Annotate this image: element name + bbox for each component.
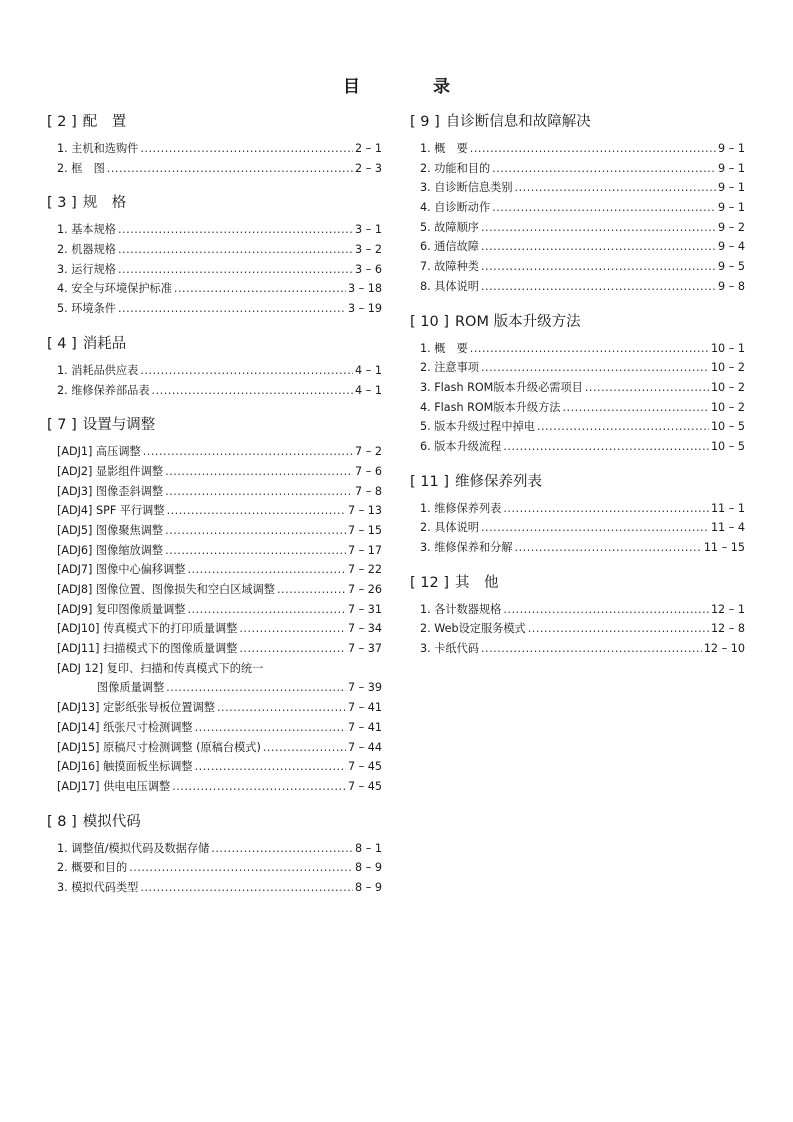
- entry-label: 4. 安全与环境保护标准: [57, 282, 172, 296]
- entry-page-number: 7 – 13: [347, 504, 382, 518]
- entry-label: 3. 模拟代码类型: [57, 880, 139, 894]
- section-title: 设置与调整: [82, 417, 156, 434]
- dot-leader: [503, 437, 709, 457]
- entry-label: [ADJ4] SPF 平行调整: [57, 504, 165, 518]
- toc-entry[interactable]: [47, 718, 382, 738]
- toc-entry[interactable]: [47, 541, 382, 561]
- entry-page-number: 7 – 17: [347, 543, 382, 557]
- entry-label: 3. Flash ROM版本升级必需项目: [420, 380, 583, 394]
- dot-leader: [195, 718, 346, 738]
- toc-entry[interactable]: [410, 237, 745, 257]
- toc-entry[interactable]: [47, 442, 382, 462]
- dot-leader: [481, 518, 709, 538]
- entry-page-number: 8 – 1: [355, 841, 382, 855]
- dot-leader: [187, 560, 345, 580]
- dot-leader: [172, 777, 346, 797]
- section-title: 规 格: [82, 195, 127, 212]
- entry-label: 4. Flash ROM版本升级方法: [420, 400, 561, 414]
- toc-entry[interactable]: [47, 639, 382, 659]
- dot-leader: [165, 482, 353, 502]
- toc-entry[interactable]: [47, 220, 382, 240]
- toc-entry[interactable]: [410, 538, 745, 558]
- entry-label: 1. 概 要: [420, 142, 468, 155]
- entry-label: 3. 自诊断信息类别: [420, 181, 513, 195]
- entry-label: 5. 版本升级过程中掉电: [420, 420, 535, 434]
- toc-entry[interactable]: [47, 139, 382, 159]
- dot-leader: [470, 139, 716, 159]
- dot-leader: [118, 220, 353, 240]
- dot-leader: [165, 541, 346, 561]
- toc-entry[interactable]: [47, 757, 382, 777]
- dot-leader: [481, 358, 709, 378]
- dot-leader: [481, 257, 716, 277]
- entry-page-number: 3 – 6: [355, 262, 382, 276]
- dot-leader: [481, 218, 716, 238]
- dot-leader: [143, 442, 353, 462]
- entry-label: 1. 主机和选购件: [57, 142, 139, 155]
- entry-label: [ADJ11] 扫描模式下的图像质量调整: [57, 642, 238, 656]
- dot-leader: [211, 839, 353, 859]
- dot-leader: [118, 240, 353, 260]
- entry-page-number: 10 – 2: [710, 380, 745, 394]
- entry-label: [ADJ8] 图像位置、图像损失和空白区域调整: [57, 583, 275, 596]
- entry-label: 6. 通信故障: [420, 240, 479, 254]
- entry-label: 2. 功能和目的: [420, 161, 491, 175]
- entry-page-number: 7 – 39: [347, 681, 382, 695]
- dot-leader: [239, 639, 346, 659]
- entry-page-number: 3 – 19: [347, 302, 382, 316]
- toc-entry[interactable]: [410, 619, 745, 639]
- dot-leader: [481, 639, 702, 659]
- toc-entry[interactable]: [410, 218, 745, 238]
- toc-entry[interactable]: [410, 257, 745, 277]
- entry-label: [ADJ15] 原稿尺寸检测调整 (原稿台模式): [57, 740, 261, 754]
- entry-page-number: 7 – 8: [355, 484, 382, 498]
- dot-leader: [107, 159, 353, 179]
- toc-entry[interactable]: [410, 518, 745, 538]
- entry-page-number: 7 – 45: [347, 760, 382, 774]
- entry-page-number: 7 – 22: [347, 563, 382, 577]
- entry-label: 8. 具体说明: [420, 279, 479, 293]
- entry-page-number: 4 – 1: [355, 383, 382, 397]
- dot-leader: [165, 521, 346, 541]
- entry-label: [ADJ6] 图像缩放调整: [57, 543, 164, 557]
- section-title: ROM 版本升级方法: [454, 313, 581, 330]
- toc-entry[interactable]: [47, 619, 382, 639]
- entry-page-number: 2 – 1: [355, 142, 382, 155]
- toc-entry[interactable]: [410, 339, 745, 359]
- toc-entry[interactable]: [47, 462, 382, 482]
- dot-leader: [277, 580, 346, 600]
- dot-leader: [118, 260, 353, 280]
- entry-page-number: 8 – 9: [355, 880, 382, 894]
- toc-entry[interactable]: [47, 698, 382, 718]
- toc-section: [410, 312, 745, 457]
- section-number: [ 3 ]: [47, 195, 77, 212]
- dot-leader: [515, 538, 702, 558]
- entry-page-number: 9 – 1: [718, 181, 745, 195]
- section-heading[interactable]: [47, 334, 382, 355]
- section-number: [ 4 ]: [47, 335, 77, 352]
- entry-page-number: 7 – 34: [347, 622, 382, 636]
- dot-leader: [481, 237, 716, 257]
- dot-leader: [528, 619, 709, 639]
- entry-page-number: 10 – 5: [710, 439, 745, 453]
- entry-page-number: 12 – 10: [703, 642, 745, 656]
- toc-entry-line[interactable]: [47, 659, 382, 679]
- dot-leader: [585, 378, 709, 398]
- entry-label: 2. 注意事项: [420, 361, 479, 375]
- toc-entry[interactable]: [410, 499, 745, 519]
- toc-entry[interactable]: [410, 600, 745, 620]
- entry-page-number: 3 – 18: [347, 282, 382, 296]
- entry-page-number: 9 – 1: [718, 201, 745, 215]
- entry-label: 5. 环境条件: [57, 302, 116, 316]
- entry-label: 2. 机器规格: [57, 243, 116, 257]
- page-title: 目 录: [343, 77, 478, 97]
- dot-leader: [187, 600, 345, 620]
- entry-label: 3. 维修保养和分解: [420, 541, 513, 554]
- entry-page-number: 9 – 2: [718, 220, 745, 234]
- entry-page-number: 11 – 15: [703, 541, 745, 554]
- section-heading[interactable]: [47, 415, 382, 436]
- entry-label: [ADJ9] 复印图像质量调整: [57, 602, 186, 616]
- toc-entry[interactable]: [47, 279, 382, 299]
- toc-section: [47, 415, 382, 796]
- dot-leader: [166, 678, 346, 698]
- toc-right-column: [410, 112, 745, 674]
- entry-page-number: 2 – 3: [355, 161, 382, 175]
- entry-page-number: 10 – 2: [710, 400, 745, 414]
- toc-entry[interactable]: [410, 417, 745, 437]
- entry-label: [ADJ7] 图像中心偏移调整: [57, 563, 186, 577]
- toc-entry[interactable]: [47, 501, 382, 521]
- toc-entry[interactable]: [47, 839, 382, 859]
- toc-entry[interactable]: [47, 240, 382, 260]
- dot-leader: [492, 159, 716, 179]
- section-title: 自诊断信息和故障解决: [445, 114, 591, 130]
- section-heading[interactable]: [410, 472, 745, 493]
- entry-page-number: 11 – 4: [710, 521, 745, 535]
- dot-leader: [503, 600, 709, 620]
- toc-entry[interactable]: [410, 437, 745, 457]
- entry-label: 1. 维修保养列表: [420, 501, 502, 515]
- toc-entry[interactable]: [410, 178, 745, 198]
- toc-entry[interactable]: [47, 858, 382, 878]
- toc-entry[interactable]: [47, 738, 382, 758]
- dot-leader: [239, 619, 346, 639]
- dot-leader: [174, 279, 346, 299]
- toc-entry[interactable]: [47, 482, 382, 502]
- entry-page-number: 12 – 8: [710, 622, 745, 636]
- entry-page-number: 3 – 1: [355, 223, 382, 237]
- dot-leader: [195, 757, 346, 777]
- toc-entry[interactable]: [47, 580, 382, 600]
- entry-label: 2. 具体说明: [420, 521, 479, 535]
- entry-page-number: 7 – 15: [347, 523, 382, 537]
- toc-entry[interactable]: [47, 299, 382, 319]
- entry-page-number: 9 – 4: [718, 240, 745, 254]
- entry-label: [ADJ2] 显影组件调整: [57, 464, 164, 478]
- entry-page-number: 8 – 9: [355, 861, 382, 875]
- entry-page-number: 10 – 5: [710, 420, 745, 434]
- entry-label: 5. 故障顺序: [420, 220, 479, 234]
- toc-left-column: [47, 112, 382, 913]
- entry-label: 2. Web设定服务模式: [420, 622, 526, 636]
- entry-label: 2. 概要和目的: [57, 861, 128, 875]
- toc-entry[interactable]: [47, 260, 382, 280]
- section-number: [ 11 ]: [410, 473, 449, 490]
- entry-label: 2. 框 图: [57, 161, 105, 175]
- entry-label: [ADJ14] 纸张尺寸检测调整: [57, 720, 193, 734]
- toc-section: [410, 573, 745, 659]
- entry-label: 1. 调整值/模拟代码及数据存储: [57, 841, 210, 855]
- toc-entry[interactable]: [410, 639, 745, 659]
- toc-entry[interactable]: [47, 878, 382, 898]
- entry-page-number: 7 – 2: [355, 445, 382, 459]
- entry-page-number: 7 – 6: [355, 464, 382, 478]
- dot-leader: [118, 299, 346, 319]
- entry-page-number: 9 – 5: [718, 260, 745, 274]
- entry-label: 1. 基本规格: [57, 223, 116, 237]
- section-number: [ 7 ]: [47, 417, 77, 434]
- entry-label: 3. 卡纸代码: [420, 642, 479, 656]
- entry-label: 6. 版本升级流程: [420, 439, 502, 453]
- entry-label: 图像质量调整: [97, 681, 165, 695]
- entry-label: [ADJ13] 定影纸张导板位置调整: [57, 701, 215, 715]
- dot-leader: [217, 698, 346, 718]
- section-heading[interactable]: [47, 112, 382, 133]
- section-heading[interactable]: [410, 573, 745, 594]
- section-heading[interactable]: [410, 312, 745, 333]
- toc-entry[interactable]: [410, 378, 745, 398]
- entry-label: 2. 维修保养部品表: [57, 383, 150, 397]
- section-number: [ 10 ]: [410, 313, 449, 330]
- dot-leader: [167, 501, 346, 521]
- entry-page-number: 7 – 41: [347, 720, 382, 734]
- entry-page-number: 11 – 1: [710, 501, 745, 515]
- entry-label: [ADJ1] 高压调整: [57, 445, 141, 459]
- section-title: 消耗品: [82, 335, 127, 352]
- dot-leader: [140, 361, 353, 381]
- entry-label: 1. 各计数器规格: [420, 602, 502, 616]
- entry-page-number: 7 – 44: [347, 740, 382, 754]
- section-title: 模拟代码: [82, 813, 141, 830]
- entry-page-number: 7 – 37: [347, 642, 382, 656]
- entry-label: 4. 自诊断动作: [420, 201, 491, 215]
- entry-page-number: 7 – 26: [347, 583, 382, 596]
- entry-page-number: 7 – 45: [347, 779, 382, 793]
- section-title: 其 他: [454, 574, 499, 591]
- toc-entry[interactable]: [410, 358, 745, 378]
- entry-page-number: 9 – 8: [718, 279, 745, 293]
- toc-entry[interactable]: [410, 398, 745, 418]
- toc-entry[interactable]: [47, 600, 382, 620]
- toc-section: [410, 112, 745, 297]
- entry-label: [ADJ16] 触摸面板坐标调整: [57, 760, 193, 774]
- toc-section: [410, 472, 745, 558]
- toc-entry[interactable]: [47, 678, 382, 698]
- dot-leader: [537, 417, 709, 437]
- entry-label: 3. 运行规格: [57, 262, 116, 276]
- toc-entry[interactable]: [410, 277, 745, 297]
- section-title: 维修保养列表: [454, 473, 542, 490]
- entry-page-number: 4 – 1: [355, 363, 382, 377]
- toc-entry[interactable]: [47, 777, 382, 797]
- entry-label: [ADJ3] 图像歪斜调整: [57, 484, 164, 498]
- dot-leader: [140, 139, 353, 159]
- entry-label: 7. 故障种类: [420, 260, 479, 274]
- section-heading[interactable]: [410, 112, 745, 133]
- entry-label: 1. 消耗品供应表: [57, 363, 139, 377]
- dot-leader: [129, 858, 353, 878]
- entry-page-number: 9 – 1: [718, 161, 745, 175]
- section-number: [ 12 ]: [410, 574, 449, 591]
- entry-label: [ADJ 12] 复印、扫描和传真模式下的统一: [57, 661, 264, 675]
- entry-label: 1. 概 要: [420, 341, 468, 355]
- toc-entry[interactable]: [410, 198, 745, 218]
- dot-leader: [562, 398, 708, 418]
- toc-section: [47, 812, 382, 898]
- section-heading[interactable]: [47, 193, 382, 214]
- entry-page-number: 10 – 2: [710, 361, 745, 375]
- toc-entry[interactable]: [47, 381, 382, 401]
- toc-entry[interactable]: [47, 159, 382, 179]
- toc-section: [47, 334, 382, 400]
- toc-entry[interactable]: [47, 560, 382, 580]
- entry-page-number: 12 – 1: [710, 602, 745, 616]
- entry-page-number: 9 – 1: [718, 142, 745, 155]
- dot-leader: [492, 198, 716, 218]
- toc-section: [47, 193, 382, 318]
- dot-leader: [470, 339, 709, 359]
- dot-leader: [263, 738, 346, 758]
- dot-leader: [481, 277, 716, 297]
- entry-page-number: 3 – 2: [355, 243, 382, 257]
- section-number: [ 8 ]: [47, 813, 77, 830]
- toc-entry[interactable]: [410, 159, 745, 179]
- toc-entry[interactable]: [47, 361, 382, 381]
- toc-entry[interactable]: [47, 521, 382, 541]
- entry-page-number: 7 – 31: [347, 602, 382, 616]
- toc-entry[interactable]: [410, 139, 745, 159]
- section-title: 配 置: [82, 114, 127, 130]
- dot-leader: [503, 499, 709, 519]
- entry-page-number: 7 – 41: [347, 701, 382, 715]
- dot-leader: [152, 381, 354, 401]
- dot-leader: [165, 462, 353, 482]
- dot-leader: [140, 878, 353, 898]
- entry-label: [ADJ5] 图像聚焦调整: [57, 523, 164, 537]
- section-number: [ 9 ]: [410, 114, 440, 130]
- entry-label: [ADJ17] 供电电压调整: [57, 779, 171, 793]
- section-number: [ 2 ]: [47, 114, 77, 130]
- entry-page-number: 10 – 1: [710, 341, 745, 355]
- toc-section: [47, 112, 382, 178]
- dot-leader: [515, 178, 717, 198]
- entry-label: [ADJ10] 传真模式下的打印质量调整: [57, 622, 238, 636]
- section-heading[interactable]: [47, 812, 382, 833]
